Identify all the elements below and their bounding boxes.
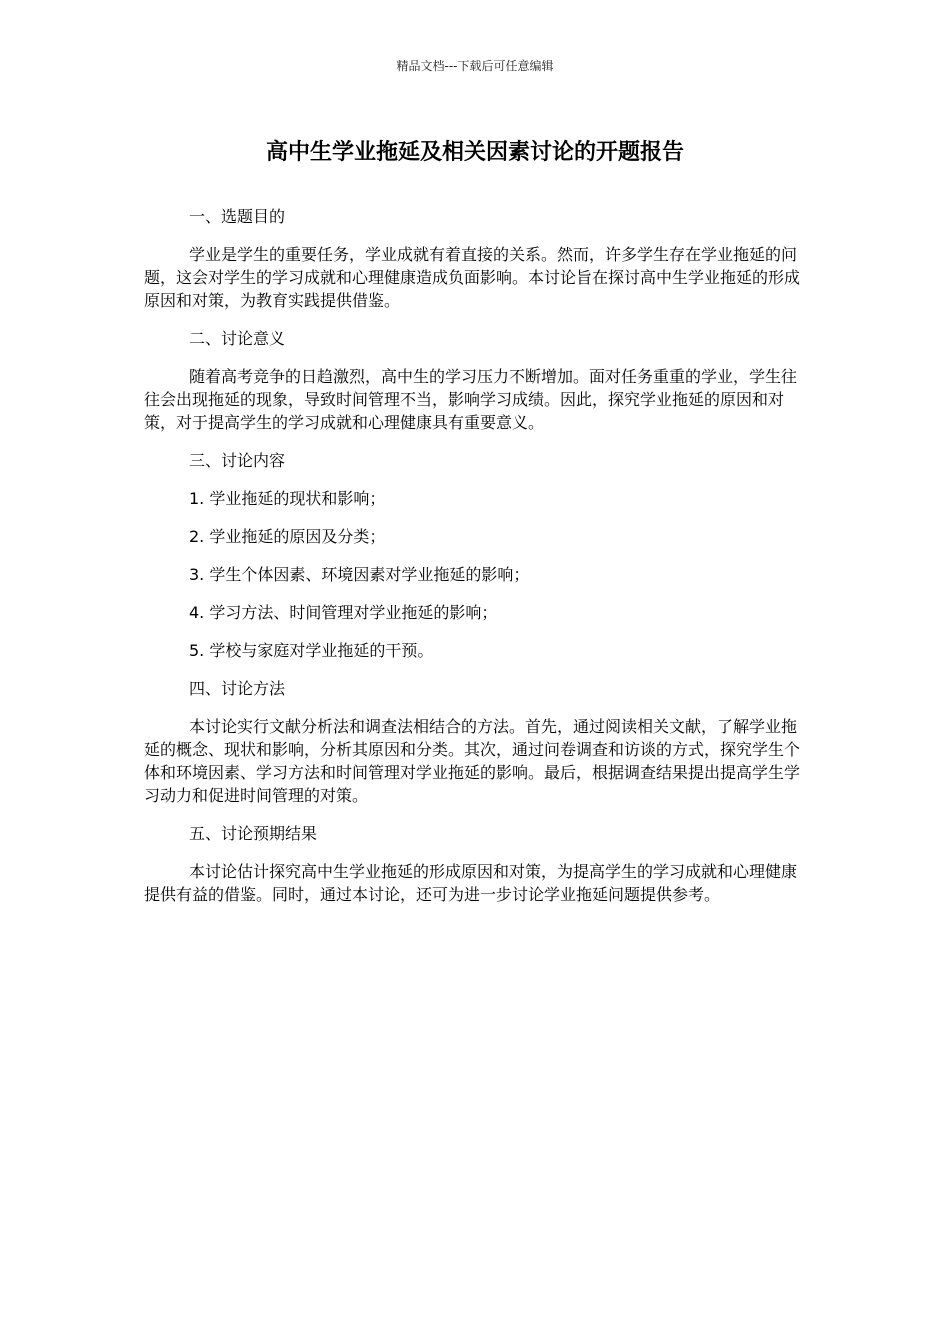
- section-text-purpose: 学业是学生的重要任务，学业成就有着直接的关系。然而，许多学生存在学业拖延的问题，这会对学生的学习成就和心理健康造成负面影响。本讨论旨在探讨高中生学业拖延的形成原因和对策，为教育实践提供借鉴。: [144, 245, 801, 310]
- content-list-item: 4. 学习方法、时间管理对学业拖延的影响；: [189, 603, 498, 622]
- section-heading-method: 四、讨论方法: [189, 679, 286, 698]
- section-heading-content: 三、讨论内容: [189, 451, 286, 470]
- document-body: [144, 205, 806, 921]
- document-title: 高中生学业拖延及相关因素讨论的开题报告: [265, 140, 684, 165]
- content-list-item: 1. 学业拖延的现状和影响；: [189, 489, 386, 508]
- section-heading-expected-results: 五、讨论预期结果: [189, 824, 318, 843]
- section-heading-purpose: 一、选题目的: [189, 207, 286, 226]
- page-header: 精品文档---下载后可任意编辑: [396, 59, 554, 73]
- section-text-significance: 随着高考竞争的日趋激烈，高中生的学习压力不断增加。面对任务重重的学业，学生往往会出现拖延的现象，导致时间管理不当，影响学习成绩。因此，探究学业拖延的原因和对策，对于提高学生的学习成就和心理健康具有重要意义。: [144, 367, 798, 432]
- content-list-item: 3. 学生个体因素、环境因素对学业拖延的影响；: [189, 565, 530, 584]
- section-text-method: 本讨论实行文献分析法和调查法相结合的方法。首先，通过阅读相关文献，了解学业拖延的概念、现状和影响，分析其原因和分类。其次，通过问卷调查和访谈的方式，探究学生个体和环境因素、学习方法和时间管理对学业拖延的影响。最后，根据调查结果提出提高学生学习动力和促进时间管理的对策。: [144, 717, 801, 805]
- section-heading-significance: 二、讨论意义: [189, 329, 286, 348]
- content-list-item: 5. 学校与家庭对学业拖延的干预。: [189, 641, 434, 660]
- content-list-item: 2. 学业拖延的原因及分类；: [189, 527, 386, 546]
- section-text-expected-results: 本讨论估计探究高中生学业拖延的形成原因和对策，为提高学生的学习成就和心理健康提供有益的借鉴。同时，通过本讨论，还可为进一步讨论学业拖延问题提供参考。: [144, 862, 798, 904]
